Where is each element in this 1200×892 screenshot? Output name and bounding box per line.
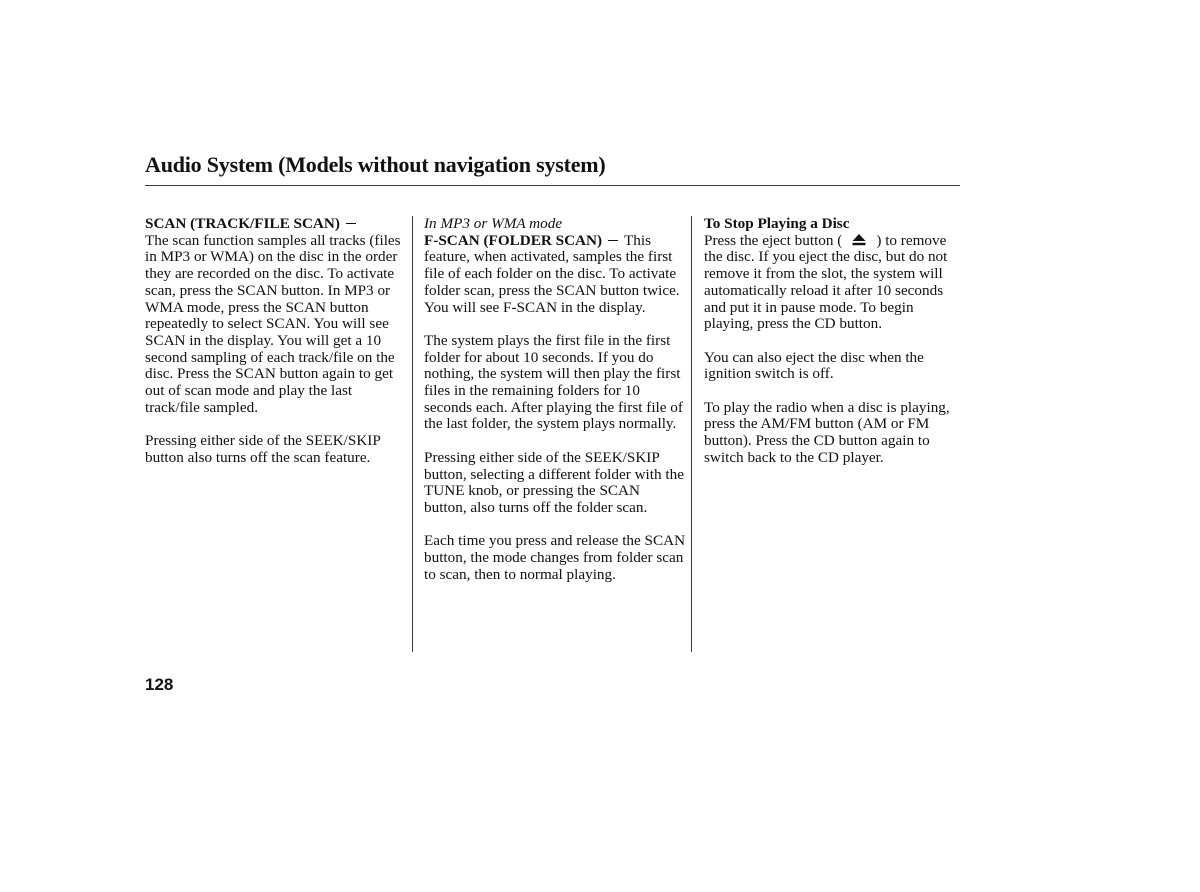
column-scan bbox=[145, 216, 407, 483]
eject-paragraph bbox=[704, 233, 966, 333]
scan-heading: SCAN (TRACK/FILE SCAN) bbox=[145, 215, 340, 232]
folder-scan-intro-paragraph bbox=[424, 233, 686, 317]
eject-text-before: Press the eject button ( bbox=[704, 231, 843, 249]
column-divider bbox=[412, 216, 413, 652]
folder-scan-mode-paragraph: Each time you press and release the SCAN button, the mode changes from folder scan to scan, then to normal playing. bbox=[424, 532, 686, 583]
radio-switch-paragraph: To play the radio when a disc is playing, press the AM/FM button (AM or FM button). Press the CD button again to switch back to the CD player. bbox=[704, 398, 950, 466]
stop-disc-heading: To Stop Playing a Disc bbox=[704, 215, 850, 232]
column-stop-disc bbox=[704, 216, 966, 483]
scan-section-heading bbox=[145, 216, 407, 233]
folder-scan-heading: F-SCAN (FOLDER SCAN) bbox=[424, 231, 603, 249]
dash-separator bbox=[346, 223, 356, 224]
folder-scan-lead-text: This feature, when activated, samples the first file of each folder on the disc. To activate folder scan, press the SCAN button twice. You will see F-SCAN in the display. bbox=[424, 231, 680, 316]
folder-scan-playback-paragraph: The system plays the first file in the first folder for about 10 seconds. If you do nothing, the system will then play the first files in the remaining folders for 10 seconds each. After playing the first file of the last folder, the system plays normally. bbox=[424, 331, 683, 433]
eject-text-after: ) to remove the disc. If you eject the disc, but do not remove it from the slot, the system will automatically reload it after 10 seconds and put it in pause mode. To begin playing, press the CD button. bbox=[704, 231, 948, 333]
page-title: Audio System (Models without navigation system) bbox=[145, 152, 606, 177]
dash-separator bbox=[608, 240, 618, 241]
page-number: 128 bbox=[145, 675, 174, 694]
folder-scan-off-paragraph: Pressing either side of the SEEK/SKIP button, selecting a different folder with the TUNE knob, or pressing the SCAN button, also turns off the folder scan. bbox=[424, 448, 684, 516]
scan-paragraph: The scan function samples all tracks (files in MP3 or WMA) on the disc in the order they are recorded on the disc. To activate scan, press the SCAN button. In MP3 or WMA mode, press the SCAN button repeatedly to select SCAN. You will see SCAN in the display. You will get a 10 second sampling of each track/file on the disc. Press the SCAN button again to get out of scan mode and play the last track/file sampled. bbox=[145, 231, 401, 416]
eject-icon bbox=[852, 234, 866, 246]
column-folder-scan bbox=[424, 216, 686, 600]
ignition-eject-paragraph: You can also eject the disc when the ignition switch is off. bbox=[704, 348, 924, 383]
page-header bbox=[145, 151, 960, 186]
mp3-wma-subtitle: In MP3 or WMA mode bbox=[424, 215, 563, 232]
column-divider bbox=[691, 216, 692, 652]
scan-off-paragraph: Pressing either side of the SEEK/SKIP button also turns off the scan feature. bbox=[145, 432, 381, 466]
